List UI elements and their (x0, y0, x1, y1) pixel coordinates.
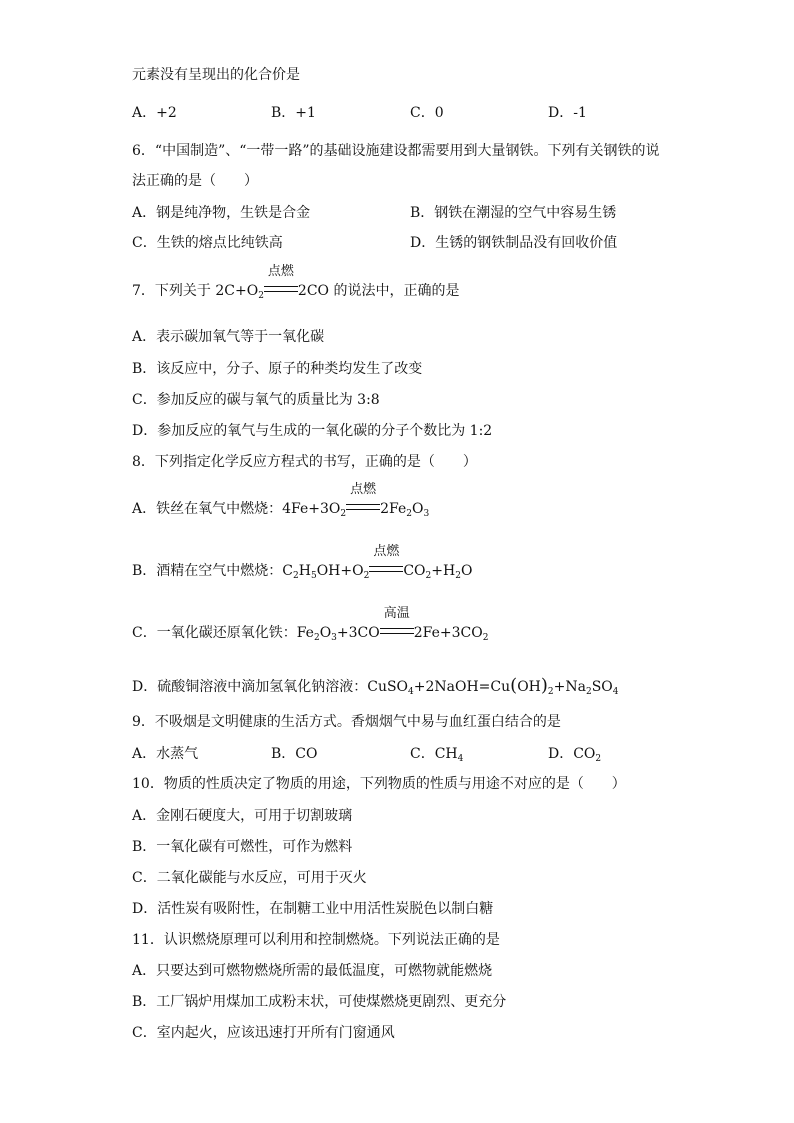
double-line-equals-icon (380, 628, 414, 634)
q7-prefix: 7．下列关于 2C+O (132, 283, 259, 299)
q10-option-c: C．二氧化碳能与水反应，可用于灭火 (132, 870, 367, 886)
q10-option-b: B．一氧化碳有可燃性，可作为燃料 (132, 839, 353, 855)
q9-option-c (410, 745, 463, 763)
q7-option-a: A．表示碳加氧气等于一氧化碳 (132, 329, 325, 345)
q5-stem-tail: 元素没有呈现出的化合价是 (132, 67, 300, 83)
q5-option-d: D．-1 (548, 105, 587, 121)
double-line-equals-icon (346, 504, 380, 510)
q11-option-c: C．室内起火，应该迅速打开所有门窗通风 (132, 1025, 395, 1041)
q9-option-d (548, 745, 601, 763)
q5-option-c: C．0 (410, 105, 444, 121)
q6-option-d: D．生锈的钢铁制品没有回收价值 (410, 235, 618, 251)
q7-condition: 点燃 (267, 264, 294, 279)
q8-c-condition: 高温 (383, 606, 410, 621)
q7-reaction-arrow (264, 264, 298, 300)
q9-stem: 9．不吸烟是文明健康的生活方式。香烟烟气中易与血红蛋白结合的是 (132, 714, 561, 730)
q5-option-a: A．+2 (132, 105, 177, 121)
q7-option-c: C．参加反应的碳与氧气的质量比为 3:8 (132, 392, 380, 408)
q7-option-b: B．该反应中，分子、原子的种类均发生了改变 (132, 361, 423, 377)
q6-option-c: C．生铁的熔点比纯铁高 (132, 235, 283, 251)
q8-stem: 8．下列指定化学反应方程式的书写，正确的是（ ） (132, 454, 477, 470)
q8-option-c: C．一氧化碳还原氧化铁：$Fe_2O_3+3CO$ 高温 $2Fe+3CO_2$ (132, 606, 489, 643)
q11-stem: 11．认识燃烧原理可以利用和控制燃烧。下列说法正确的是 (132, 932, 500, 948)
q10-stem: 10．物质的性质决定了物质的用途，下列物质的性质与用途不对应的是（ ） (132, 776, 626, 792)
q7-stem (132, 264, 460, 301)
q8-option-b: B．酒精在空气中燃烧：$C_2H_5OH+O_2$ 点燃 $CO_2+H_2O$ (132, 544, 473, 581)
q7-suffix: 的说法中，正确的是 (329, 283, 460, 299)
q6-option-a: A．钢是纯净物，生铁是合金 (132, 205, 311, 221)
q6-stem-line1: 6．“中国制造”、“一带一路”的基础设施建设都需要用到大量钢铁。下列有关钢铁的说 (132, 143, 660, 159)
q9-option-c-text: C．CH (410, 746, 458, 762)
q8-a-label: A．铁丝在氧气中燃烧： (132, 501, 283, 517)
double-line-equals-icon (264, 286, 298, 292)
q9-option-b: B．CO (271, 746, 318, 762)
q7-o2-sub: 2 (258, 291, 264, 301)
q8-a-arrow (346, 482, 380, 518)
q10-option-d: D．活性炭有吸附性，在制糖工业中用活性炭脱色以制白糖 (132, 901, 494, 917)
q10-option-a: A．金刚石硬度大，可用于切割玻璃 (132, 808, 353, 824)
q9-option-c-sub: 4 (457, 754, 464, 764)
q8-b-arrow (369, 544, 403, 580)
q11-option-b: B．工厂锅炉用煤加工成粉末状，可使煤燃烧更剧烈、更充分 (132, 994, 507, 1010)
q11-option-a: A．只要达到可燃物燃烧所需的最低温度，可燃物就能燃烧 (132, 963, 493, 979)
q8-b-condition: 点燃 (373, 544, 400, 559)
q8-a-condition: 点燃 (350, 482, 377, 497)
q9-option-d-sub: 2 (595, 754, 602, 764)
q8-option-a: A．铁丝在氧气中燃烧：$4Fe+3O_2$ 点燃 $2Fe_2O_3$ (132, 482, 430, 519)
q9-option-d-text: D．CO (548, 746, 596, 762)
double-line-equals-icon (369, 566, 403, 572)
q8-option-d: D．硫酸铜溶液中滴加氢氧化钠溶液：$CuSO_4+2NaOH=Cu(OH)_2+Na_2SO_4$ (132, 675, 619, 697)
q6-stem-line2: 法正确的是（ ） (132, 173, 258, 189)
q8-c-arrow (380, 606, 414, 642)
q7-product: 2CO (297, 283, 330, 299)
q8-d-label: D．硫酸铜溶液中滴加氢氧化钠溶液： (132, 679, 368, 695)
q9-option-a: A．水蒸气 (132, 746, 199, 762)
q6-option-b: B．钢铁在潮湿的空气中容易生锈 (410, 205, 617, 221)
q8-c-label: C．一氧化碳还原氧化铁： (132, 625, 297, 641)
q7-option-d: D．参加反应的氧气与生成的一氧化碳的分子个数比为 1:2 (132, 423, 493, 439)
q5-option-b: B．+1 (271, 105, 316, 121)
q8-b-label: B．酒精在空气中燃烧： (132, 563, 283, 579)
